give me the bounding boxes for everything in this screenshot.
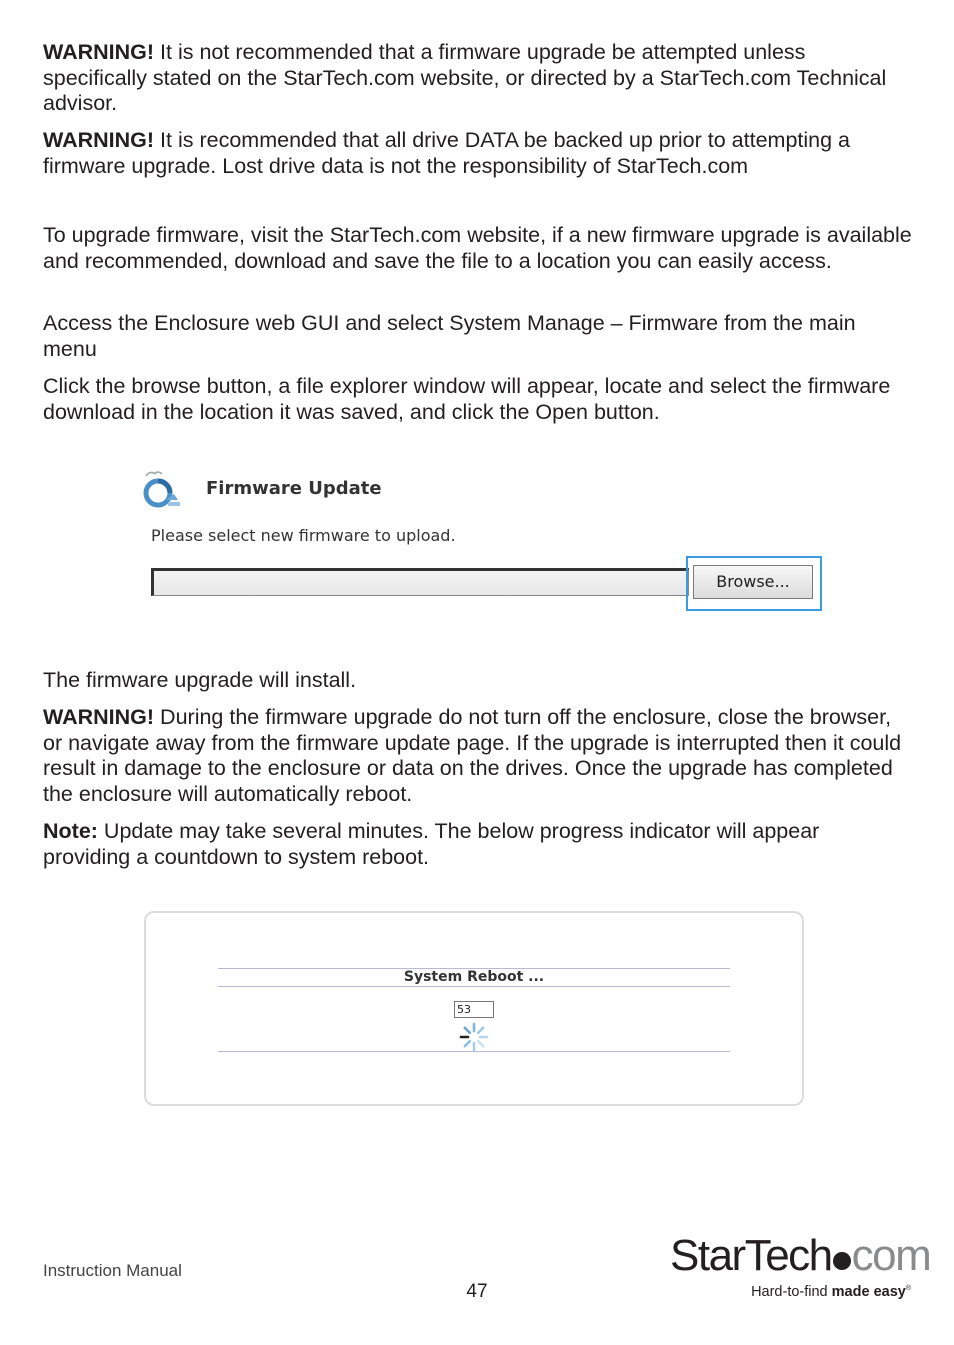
warning-text: It is not recommended that a firmware upgrade be attempted unless specifically stated on the StarTech.com website, or directed by a StarTech.com Technical advisor. <box>43 40 887 115</box>
startech-logo <box>670 1231 931 1307</box>
warning-label: WARNING! <box>43 40 155 64</box>
footer-document-title: Instruction Manual <box>43 1261 182 1280</box>
firmware-file-input[interactable] <box>151 568 689 596</box>
warning-text: It is recommended that all drive DATA be backed up prior to attempting a firmware upgrade. Lost drive data is not the responsibility of StarTech.com <box>43 128 850 178</box>
system-reboot-title: System Reboot ... <box>403 969 545 985</box>
logo-wordmark <box>670 1232 930 1280</box>
warning-paragraph-3 <box>43 705 915 807</box>
instruction-paragraph-upgrade: To upgrade firmware, visit the StarTech.com website, if a new firmware upgrade is available and recommended, download and save the file to a location you can easily access. <box>43 223 912 273</box>
warning-paragraph-1 <box>43 40 913 117</box>
firmware-update-title: Firmware Update <box>206 478 382 499</box>
instruction-paragraph-access: Access the Enclosure web GUI and select System Manage – Firmware from the main menu <box>43 311 856 361</box>
firmware-update-icon <box>138 466 186 514</box>
warning-text: During the firmware upgrade do not turn off the enclosure, close the browser, or navigate away from the firmware update page. If the upgrade is interrupted then it could result in damage to the enclosure or data on the drives. Once the upgrade has completed the enclosure will automatically reboot. <box>43 705 902 806</box>
warning-label: WARNING! <box>43 705 155 729</box>
loading-spinner-icon <box>458 1021 490 1053</box>
logo-dot-icon <box>833 1252 851 1270</box>
logo-domain: com <box>851 1231 931 1280</box>
page-number: 47 <box>466 1281 488 1302</box>
logo-tagline: Hard-to-find made easy® <box>751 1284 911 1300</box>
note-text: Update may take several minutes. The below progress indicator will appear providing a countdown to system reboot. <box>43 819 820 869</box>
reboot-countdown: 53 <box>454 1001 494 1018</box>
divider <box>218 1051 730 1052</box>
divider <box>218 986 730 987</box>
note-label: Note: <box>43 819 98 843</box>
warning-label: WARNING! <box>43 128 155 152</box>
instruction-paragraph-browse: Click the browse button, a file explorer window will appear, locate and select the firmware download in the location it was saved, and click the Open button. <box>43 374 891 424</box>
warning-paragraph-2 <box>43 128 863 179</box>
install-paragraph: The firmware upgrade will install. <box>43 668 357 692</box>
system-reboot-screenshot <box>144 911 804 1106</box>
firmware-instruction: Please select new firmware to upload. <box>151 526 456 545</box>
firmware-update-screenshot <box>130 460 830 630</box>
logo-brand: StarTech <box>670 1231 832 1280</box>
browse-button[interactable]: Browse... <box>693 565 813 599</box>
note-paragraph <box>43 819 883 870</box>
